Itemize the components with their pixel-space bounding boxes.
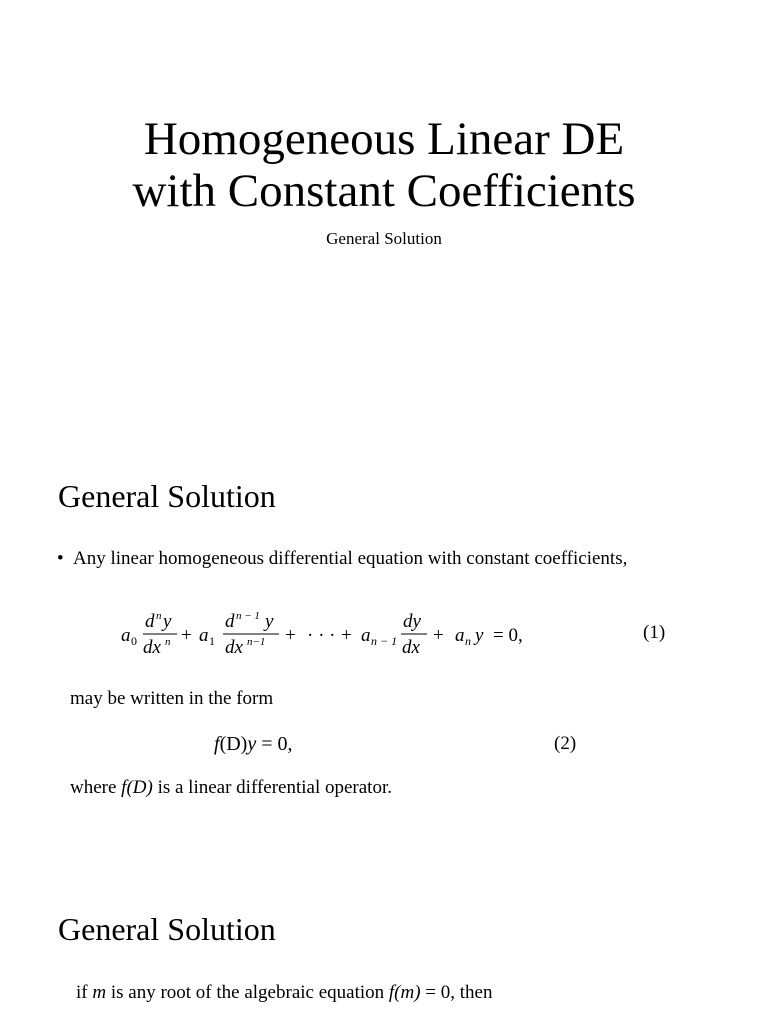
eq2-D: (D) bbox=[219, 733, 248, 755]
eq1-a0: a bbox=[121, 625, 131, 646]
eq1-dots: · · · bbox=[307, 625, 336, 646]
where-prefix: where bbox=[70, 777, 122, 798]
section-heading-1: General Solution bbox=[58, 478, 276, 514]
eq1-subn: n bbox=[465, 634, 471, 648]
eq2-f: f bbox=[214, 733, 220, 755]
bullet-text: Any linear homogeneous differential equation with constant coefficients, bbox=[73, 548, 628, 569]
eq1-a1: a bbox=[199, 625, 209, 646]
eq1-frac3-den: dx bbox=[402, 637, 420, 658]
eq2-equals: = 0, bbox=[261, 733, 293, 755]
root-m: m bbox=[92, 982, 107, 1003]
root-fm: f(m) bbox=[388, 982, 421, 1003]
eq1-frac1-num-sup: n bbox=[156, 610, 162, 622]
section-heading-2: General Solution bbox=[58, 911, 276, 947]
slide-title bbox=[0, 113, 768, 217]
where-suffix: is a linear differential operator. bbox=[152, 777, 392, 798]
eq1-equals: = 0, bbox=[493, 625, 523, 646]
equation-1-number: (1) bbox=[643, 622, 666, 643]
equation-2-number: (2) bbox=[554, 733, 577, 754]
eq1-frac3-num: dy bbox=[403, 611, 421, 632]
root-suffix: = 0, then bbox=[420, 982, 493, 1003]
eq1-sub1: 1 bbox=[209, 634, 215, 648]
eq1-frac2-num-var: y bbox=[265, 611, 274, 632]
root-mid: is any root of the algebraic equation bbox=[106, 982, 389, 1003]
where-fd: f(D) bbox=[121, 777, 153, 798]
slide-title-line1: Homogeneous Linear DE bbox=[143, 113, 625, 165]
where-text bbox=[70, 777, 392, 799]
eq1-plus1: + bbox=[181, 625, 192, 646]
eq1-frac2-num-sup: n − 1 bbox=[236, 610, 260, 622]
root-text bbox=[76, 982, 492, 1004]
eq1-frac2-den-sup: n−1 bbox=[247, 636, 266, 648]
bullet-marker: • bbox=[57, 548, 64, 569]
eq1-plus3: + bbox=[341, 625, 352, 646]
eq1-subn1: n − 1 bbox=[371, 634, 398, 648]
eq1-frac1-num-var: y bbox=[163, 611, 172, 632]
equation-1 bbox=[115, 605, 545, 663]
eq1-sub0: 0 bbox=[131, 634, 137, 648]
eq1-y: y bbox=[475, 625, 484, 646]
eq1-an: a bbox=[455, 625, 465, 646]
eq1-frac2-den: dx bbox=[225, 637, 243, 658]
eq1-frac1-num: d bbox=[145, 611, 155, 632]
eq2-y: y bbox=[247, 733, 257, 755]
eq1-frac1-den-sup: n bbox=[165, 636, 171, 648]
eq1-plus2: + bbox=[285, 625, 296, 646]
eq1-frac2-num: d bbox=[225, 611, 235, 632]
slide-subtitle: General Solution bbox=[326, 229, 442, 248]
root-prefix: if bbox=[76, 982, 93, 1003]
eq1-frac1-den: dx bbox=[143, 637, 161, 658]
eq1-plus4: + bbox=[433, 625, 444, 646]
equation-2 bbox=[214, 733, 293, 755]
form-text: may be written in the form bbox=[70, 688, 274, 709]
eq1-an1: a bbox=[361, 625, 371, 646]
slide-title-line2: with Constant Coefficients bbox=[132, 165, 636, 217]
